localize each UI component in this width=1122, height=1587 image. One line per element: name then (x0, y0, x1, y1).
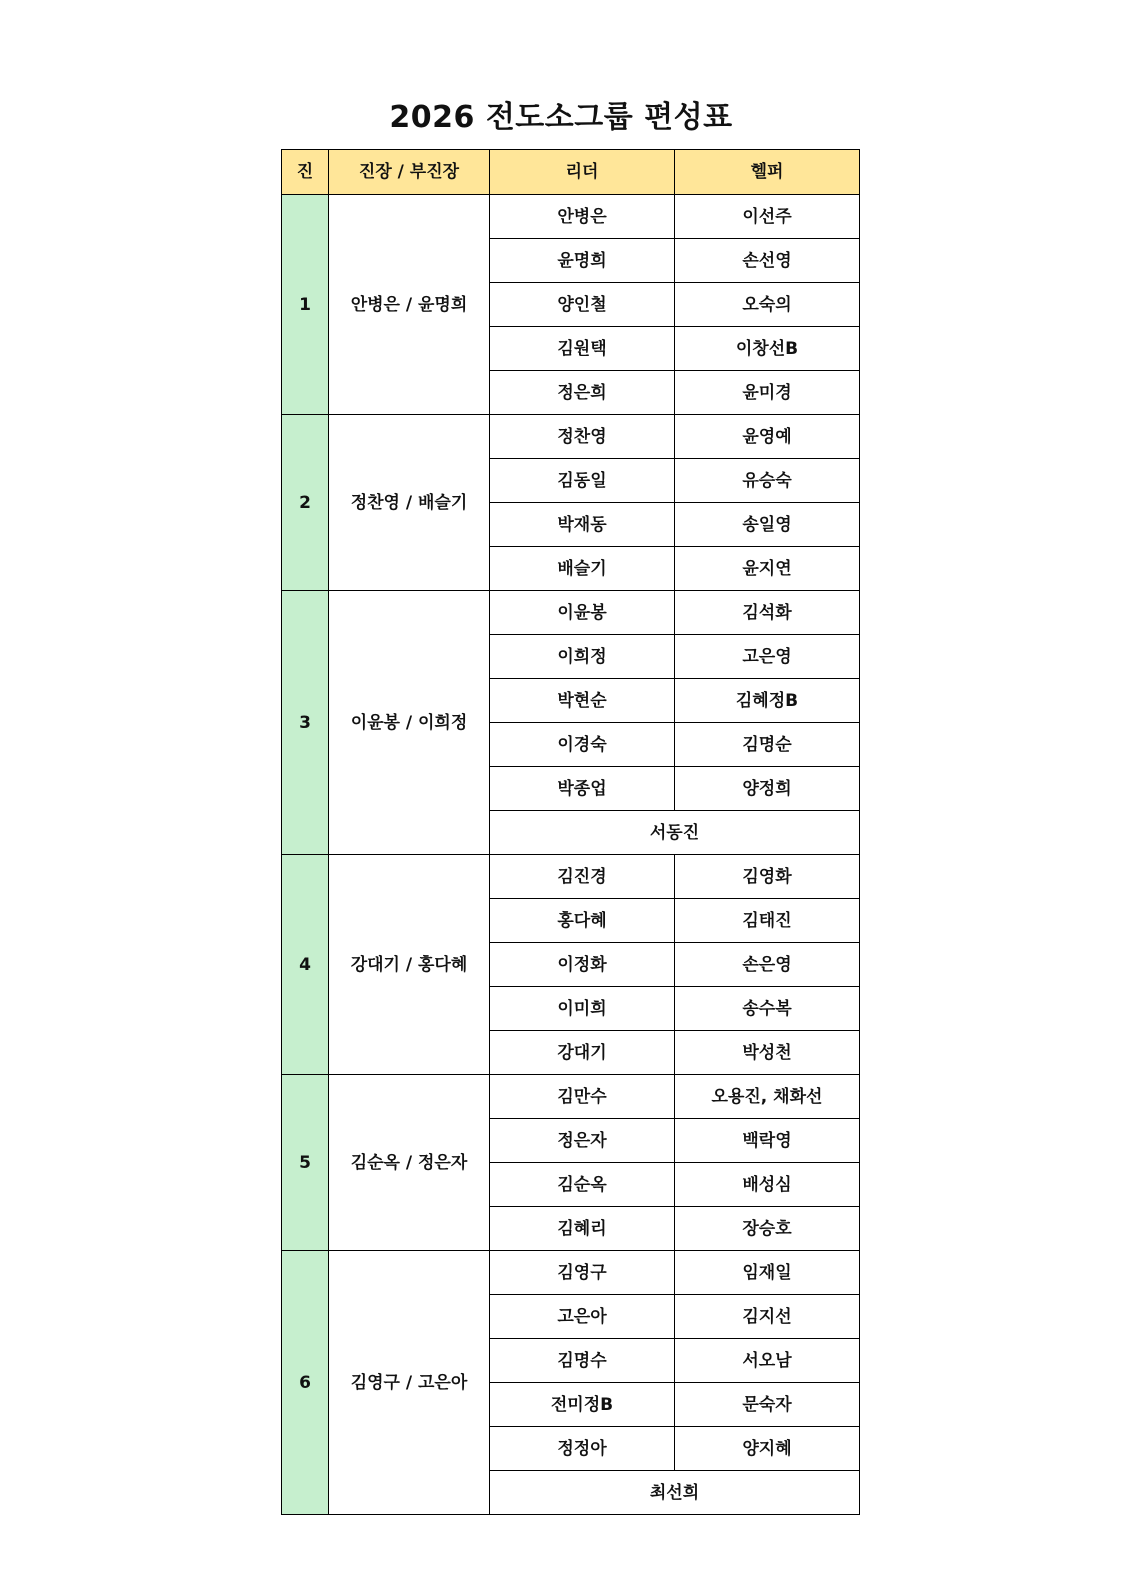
helper-cell: 고은영 (675, 635, 860, 679)
header-group-no: 진 (282, 150, 329, 195)
leader-cell: 김명수 (490, 1339, 675, 1383)
leader-cell: 김순옥 (490, 1163, 675, 1207)
helper-cell: 김석화 (675, 591, 860, 635)
helper-cell: 손선영 (675, 239, 860, 283)
helper-cell: 손은영 (675, 943, 860, 987)
table-row (282, 415, 860, 459)
leader-cell: 이경숙 (490, 723, 675, 767)
leader-cell: 윤명희 (490, 239, 675, 283)
leader-cell: 안병은 (490, 195, 675, 239)
group-number: 4 (282, 855, 329, 1075)
helper-cell: 백락영 (675, 1119, 860, 1163)
table-row (282, 1075, 860, 1119)
leader-cell: 정정아 (490, 1427, 675, 1471)
helper-cell: 장승호 (675, 1207, 860, 1251)
leader-cell: 정은희 (490, 371, 675, 415)
leader-cell: 이미희 (490, 987, 675, 1031)
group-number: 3 (282, 591, 329, 855)
helper-cell: 송일영 (675, 503, 860, 547)
leader-cell: 이희정 (490, 635, 675, 679)
leader-cell: 김진경 (490, 855, 675, 899)
leader-cell: 이윤봉 (490, 591, 675, 635)
helper-cell: 양지혜 (675, 1427, 860, 1471)
group-heads: 안병은 / 윤명희 (329, 195, 490, 415)
group-number: 1 (282, 195, 329, 415)
helper-cell: 서오남 (675, 1339, 860, 1383)
group-heads: 김순옥 / 정은자 (329, 1075, 490, 1251)
helper-cell: 오용진, 채화선 (675, 1075, 860, 1119)
leader-cell: 이정화 (490, 943, 675, 987)
helper-cell: 배성심 (675, 1163, 860, 1207)
leader-cell: 정찬영 (490, 415, 675, 459)
group-number: 2 (282, 415, 329, 591)
leader-cell: 김동일 (490, 459, 675, 503)
leader-cell: 배슬기 (490, 547, 675, 591)
header-leader: 리더 (490, 150, 675, 195)
helper-cell: 이창선B (675, 327, 860, 371)
leader-cell: 홍다혜 (490, 899, 675, 943)
helper-cell: 양정희 (675, 767, 860, 811)
leader-cell: 김원택 (490, 327, 675, 371)
extra-member-cell: 서동진 (490, 811, 860, 855)
group-number: 5 (282, 1075, 329, 1251)
helper-cell: 김태진 (675, 899, 860, 943)
helper-cell: 오숙의 (675, 283, 860, 327)
helper-cell: 김명순 (675, 723, 860, 767)
leader-cell: 김만수 (490, 1075, 675, 1119)
roster-body (282, 195, 860, 1515)
helper-cell: 김지선 (675, 1295, 860, 1339)
helper-cell: 김혜정B (675, 679, 860, 723)
helper-cell: 윤미경 (675, 371, 860, 415)
helper-cell: 이선주 (675, 195, 860, 239)
group-number: 6 (282, 1251, 329, 1515)
helper-cell: 유승숙 (675, 459, 860, 503)
helper-cell: 윤지연 (675, 547, 860, 591)
header-group-heads: 진장 / 부진장 (329, 150, 490, 195)
helper-cell: 송수복 (675, 987, 860, 1031)
helper-cell: 박성천 (675, 1031, 860, 1075)
leader-cell: 박현순 (490, 679, 675, 723)
leader-cell: 박재동 (490, 503, 675, 547)
group-heads: 강대기 / 홍다혜 (329, 855, 490, 1075)
leader-cell: 고은아 (490, 1295, 675, 1339)
helper-cell: 김영화 (675, 855, 860, 899)
group-heads: 이윤봉 / 이희정 (329, 591, 490, 855)
leader-cell: 전미정B (490, 1383, 675, 1427)
leader-cell: 박종업 (490, 767, 675, 811)
leader-cell: 김영구 (490, 1251, 675, 1295)
leader-cell: 강대기 (490, 1031, 675, 1075)
table-row (282, 195, 860, 239)
group-heads: 김영구 / 고은아 (329, 1251, 490, 1515)
page-title: 2026 전도소그룹 편성표 (389, 100, 733, 135)
table-row (282, 855, 860, 899)
leader-cell: 김혜리 (490, 1207, 675, 1251)
helper-cell: 문숙자 (675, 1383, 860, 1427)
header-row (282, 150, 860, 195)
table-row (282, 591, 860, 635)
header-helper: 헬퍼 (675, 150, 860, 195)
roster-table (281, 149, 860, 1515)
helper-cell: 임재일 (675, 1251, 860, 1295)
table-row (282, 1251, 860, 1295)
leader-cell: 정은자 (490, 1119, 675, 1163)
extra-member-cell: 최선희 (490, 1471, 860, 1515)
group-heads: 정찬영 / 배슬기 (329, 415, 490, 591)
leader-cell: 양인철 (490, 283, 675, 327)
helper-cell: 윤영예 (675, 415, 860, 459)
